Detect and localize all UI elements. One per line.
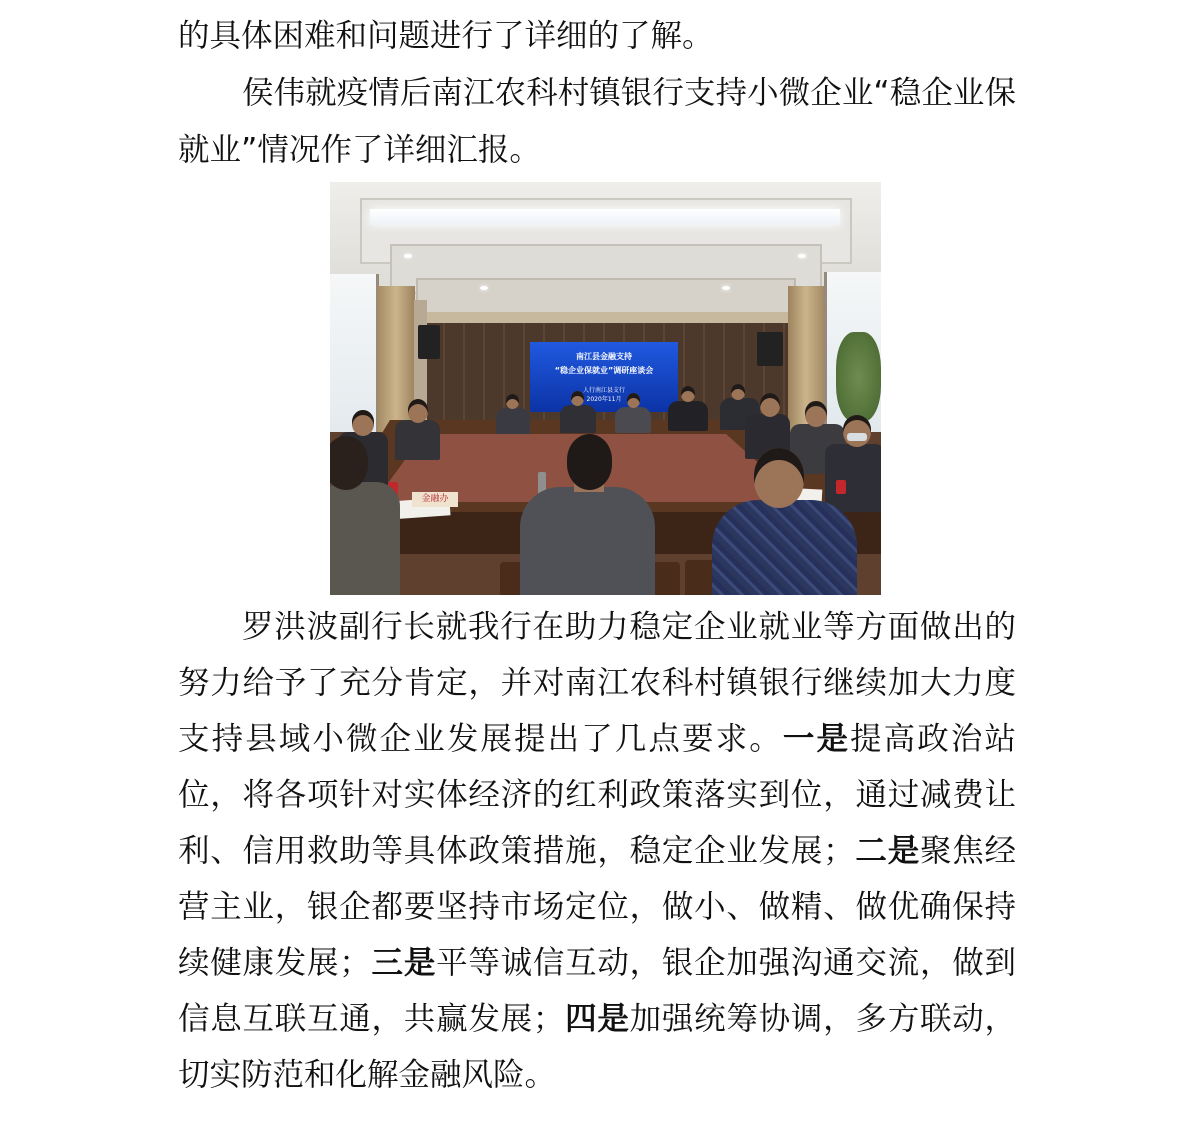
meeting-photo (330, 182, 881, 595)
downlight (798, 254, 806, 258)
paragraph-3-line-1: 罗洪波副行长就我行在助力稳定企业就业等方面做出的 (242, 609, 1016, 645)
text-segment: 加强统筹协调，多方联动， (629, 1001, 1016, 1037)
bold-point-label: 一是 (782, 721, 851, 757)
screen-date: 2020年11月 (586, 396, 622, 403)
text-segment: 信息互联互通，共赢发展； (178, 1001, 565, 1037)
paragraph-3-line-3 (178, 711, 1016, 767)
foreground-person-center-body (520, 487, 655, 595)
attendee-body (496, 408, 530, 434)
cup (836, 480, 846, 494)
ceiling-light-panel (370, 209, 840, 225)
attendee-head (681, 386, 695, 402)
text-segment: 续健康发展； (178, 945, 371, 981)
attendee-head (627, 393, 640, 408)
paragraph-3-line-7 (178, 935, 1016, 991)
downlight (722, 286, 730, 290)
nameplate: 金融办 (412, 492, 458, 507)
bold-point-label: 四是 (564, 1001, 630, 1037)
bold-point-label: 二是 (854, 833, 920, 869)
attendee-body (395, 420, 440, 460)
left-speaker (418, 325, 440, 359)
text-segment: 聚焦经 (919, 833, 1016, 869)
projection-screen (530, 342, 678, 412)
bold-point-label: 三是 (370, 945, 437, 981)
attendee-head (805, 401, 827, 427)
attendee-head (506, 394, 519, 409)
paragraph-3-line-9: 切实防范和化解金融风险。 (178, 1057, 557, 1093)
attendee-head (408, 399, 428, 423)
attendee-head (760, 393, 780, 417)
text-segment: 平等诚信互动，银企加强沟通交流，做到 (436, 945, 1016, 981)
foreground-person-left-body (330, 482, 400, 595)
paragraph-3-line-2: 努力给予了充分肯定，并对南江农科村镇银行继续加大力度 (178, 665, 1016, 701)
attendee-head (843, 415, 871, 447)
foreground-person-right-body (712, 500, 857, 595)
screen-title: 南江县金融支持 (576, 352, 632, 361)
attendee-body (615, 407, 651, 433)
attendee-body (668, 401, 708, 431)
paragraph-2-line-2: 就业”情况作了详细汇报。 (178, 132, 541, 168)
downlight (480, 286, 488, 290)
text-segment: 利、信用救助等具体政策措施，稳定企业发展； (178, 833, 855, 869)
attendee-head (731, 384, 745, 400)
downlight (404, 254, 412, 258)
attendee-head (352, 410, 374, 436)
attendee-body (560, 405, 596, 433)
paragraph-3-line-4: 位，将各项针对实体经济的红利政策落实到位，通过减费让 (178, 777, 1016, 813)
screen-subtitle: “稳企业保就业”调研座谈会 (554, 366, 654, 375)
face-mask (847, 433, 867, 441)
paragraph-3-line-6: 营主业，银企都要坚持市场定位，做小、做精、做优确保持 (178, 889, 1016, 925)
foreground-person-center-head (567, 434, 612, 490)
tree-outside-window (836, 332, 881, 422)
text-segment: 提高政治站 (850, 721, 1016, 757)
right-speaker (757, 332, 783, 366)
paragraph-2-line-1: 侯伟就疫情后南江农科村镇银行支持小微企业“稳企业保 (242, 75, 1016, 111)
paragraph-3-line-5 (178, 823, 1016, 879)
paragraph-1-line-1: 的具体困难和问题进行了详细的了解。 (178, 18, 714, 54)
screen-org: 人行南江县支行 (582, 387, 625, 394)
attendee-head (571, 391, 584, 406)
paragraph-3-line-8 (178, 991, 1016, 1047)
foreground-person-right-head (754, 448, 804, 508)
text-segment: 支持县域小微企业发展提出了几点要求。 (178, 721, 783, 757)
